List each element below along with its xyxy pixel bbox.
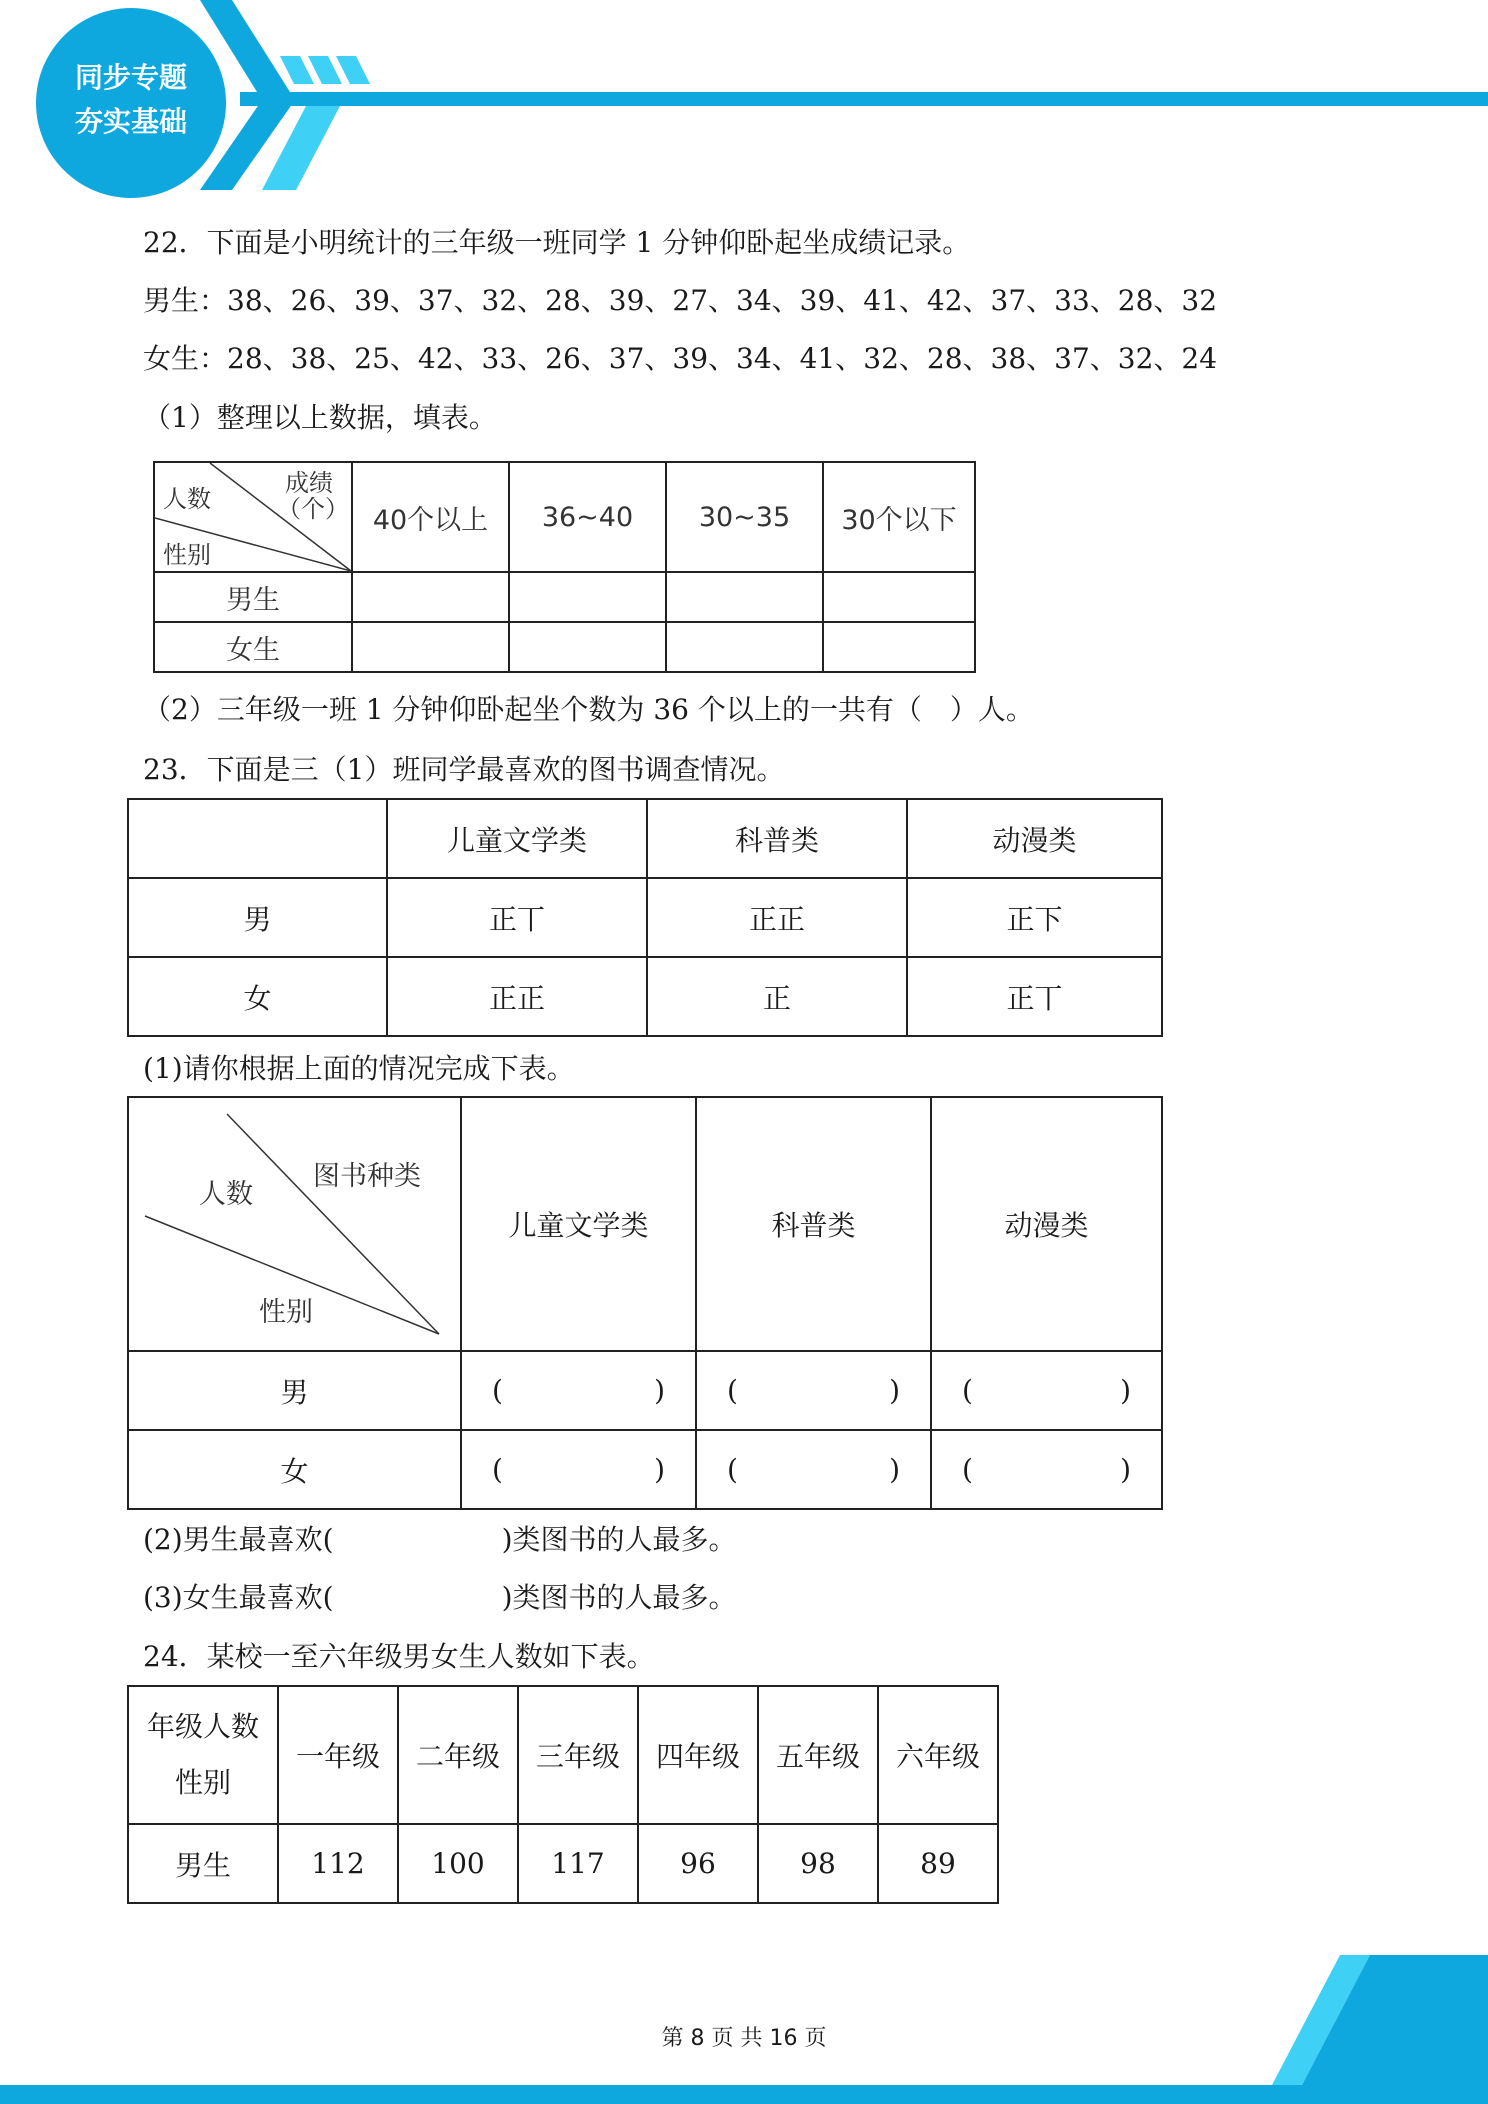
- header-badge: [36, 8, 226, 198]
- tally-row-label: 男: [128, 878, 387, 957]
- table-row: [128, 878, 1162, 957]
- open-paren: (: [727, 1453, 738, 1486]
- table-cell: 89: [878, 1824, 998, 1903]
- table-cell: 112: [278, 1824, 398, 1903]
- q24-grade-table: [127, 1685, 999, 1904]
- col-header: 五年级: [758, 1686, 878, 1824]
- corner-gender-label: 性别: [163, 541, 211, 569]
- corner-grade-count-label: 年级人数: [146, 1710, 259, 1743]
- close-paren: ): [889, 1374, 900, 1407]
- corner-count-label: 人数: [163, 485, 211, 513]
- q23-part1: (1)请你根据上面的情况完成下表。: [143, 1052, 575, 1085]
- col-header: 30~35: [666, 462, 823, 572]
- col-header: 36~40: [509, 462, 666, 572]
- col-header: 六年级: [878, 1686, 998, 1824]
- open-paren: (: [962, 1374, 973, 1407]
- corner-gender-label: 性别: [174, 1766, 231, 1799]
- col-header: 40个以上: [352, 462, 509, 572]
- answer-cell[interactable]: [696, 1430, 931, 1509]
- corner-score-label: 成绩: [285, 469, 333, 497]
- tally-col-header: 儿童文学类: [387, 799, 647, 878]
- badge-line1: 同步专题: [74, 61, 187, 94]
- answer-cell[interactable]: [666, 572, 823, 622]
- table-row: [128, 1430, 1162, 1509]
- page-number: 第 8 页 共 16 页: [661, 2026, 827, 2051]
- close-paren: ): [1120, 1453, 1131, 1486]
- table-row: [128, 799, 1162, 878]
- col-header: 二年级: [398, 1686, 518, 1824]
- open-paren: (: [962, 1453, 973, 1486]
- answer-cell[interactable]: [461, 1351, 696, 1430]
- open-paren: (: [492, 1374, 503, 1407]
- corner-count-label: 人数: [199, 1179, 253, 1210]
- answer-cell[interactable]: [461, 1430, 696, 1509]
- footer-stripes: [0, 1955, 1488, 2104]
- tally-marks: 正下: [907, 878, 1162, 957]
- table-row: [128, 957, 1162, 1036]
- col-header: 30个以下: [823, 462, 975, 572]
- close-paren: ): [1120, 1374, 1131, 1407]
- tally-corner: [128, 799, 387, 878]
- badge-line2: 夯实基础: [74, 105, 187, 138]
- open-paren: (: [492, 1453, 503, 1486]
- answer-cell[interactable]: [823, 572, 975, 622]
- tally-col-header: 动漫类: [907, 799, 1162, 878]
- col-header: 儿童文学类: [461, 1097, 696, 1351]
- q22-boys-data: 男生：38、26、39、37、32、28、39、27、34、39、41、42、37、33、28、32: [143, 284, 1218, 317]
- open-paren: (: [727, 1374, 738, 1407]
- tally-marks: 正丅: [907, 957, 1162, 1036]
- table-row: [128, 1351, 1162, 1430]
- corner-gender-label: 性别: [259, 1297, 313, 1328]
- col-header: 四年级: [638, 1686, 758, 1824]
- q22-part1: （1）整理以上数据，填表。: [143, 401, 497, 434]
- tally-marks: 正: [647, 957, 907, 1036]
- tally-marks: 正正: [387, 957, 647, 1036]
- row-label-girls: 女: [128, 1430, 461, 1509]
- answer-cell[interactable]: [509, 572, 666, 622]
- close-paren: ): [889, 1453, 900, 1486]
- tally-marks: 正正: [647, 878, 907, 957]
- table-cell: 98: [758, 1824, 878, 1903]
- answer-cell[interactable]: [696, 1351, 931, 1430]
- table-row: [154, 572, 975, 622]
- answer-cell[interactable]: [931, 1351, 1162, 1430]
- tally-col-header: 科普类: [647, 799, 907, 878]
- close-paren: ): [654, 1453, 665, 1486]
- answer-cell[interactable]: [666, 622, 823, 672]
- q22-part2: （2）三年级一班 1 分钟仰卧起坐个数为 36 个以上的一共有（ ）人。: [143, 693, 1034, 726]
- row-label-boys: 男: [128, 1351, 461, 1430]
- q23-part2: (2)男生最喜欢( )类图书的人最多。: [143, 1523, 737, 1556]
- tally-row-label: 女: [128, 957, 387, 1036]
- answer-cell[interactable]: [352, 572, 509, 622]
- col-header: 动漫类: [931, 1097, 1162, 1351]
- col-header: 科普类: [696, 1097, 931, 1351]
- table-cell: 96: [638, 1824, 758, 1903]
- q23-tally-table: [127, 798, 1163, 1037]
- row-label-girls: 女生: [154, 622, 352, 672]
- table-cell: 100: [398, 1824, 518, 1903]
- q24-corner-cell: [128, 1686, 278, 1824]
- q22-corner-cell: [154, 462, 352, 572]
- row-label-boys: 男生: [154, 572, 352, 622]
- tally-marks: 正丅: [387, 878, 647, 957]
- table-row: [128, 1824, 998, 1903]
- corner-book-type-label: 图书种类: [313, 1161, 421, 1192]
- table-row: [154, 622, 975, 672]
- q23-count-table: [127, 1096, 1163, 1510]
- close-paren: ): [654, 1374, 665, 1407]
- col-header: 一年级: [278, 1686, 398, 1824]
- col-header: 三年级: [518, 1686, 638, 1824]
- answer-cell[interactable]: [931, 1430, 1162, 1509]
- answer-cell[interactable]: [352, 622, 509, 672]
- q24-title: 24．某校一至六年级男女生人数如下表。: [143, 1640, 655, 1673]
- q22-girls-data: 女生：28、38、25、42、33、26、37、39、34、41、32、28、38、37、32、24: [143, 342, 1218, 375]
- answer-cell[interactable]: [823, 622, 975, 672]
- q23-title: 23．下面是三（1）班同学最喜欢的图书调查情况。: [143, 753, 785, 786]
- corner-unit-label: （个）: [277, 495, 349, 523]
- answer-cell[interactable]: [509, 622, 666, 672]
- row-label-boys: 男生: [128, 1824, 278, 1903]
- q23-part3: (3)女生最喜欢( )类图书的人最多。: [143, 1581, 737, 1614]
- table-row: [128, 1686, 998, 1824]
- q22-title: 22．下面是小明统计的三年级一班同学 1 分钟仰卧起坐成绩记录。: [143, 226, 971, 259]
- q22-score-table: [153, 461, 976, 673]
- table-cell: 117: [518, 1824, 638, 1903]
- q23-corner-cell: [128, 1097, 461, 1351]
